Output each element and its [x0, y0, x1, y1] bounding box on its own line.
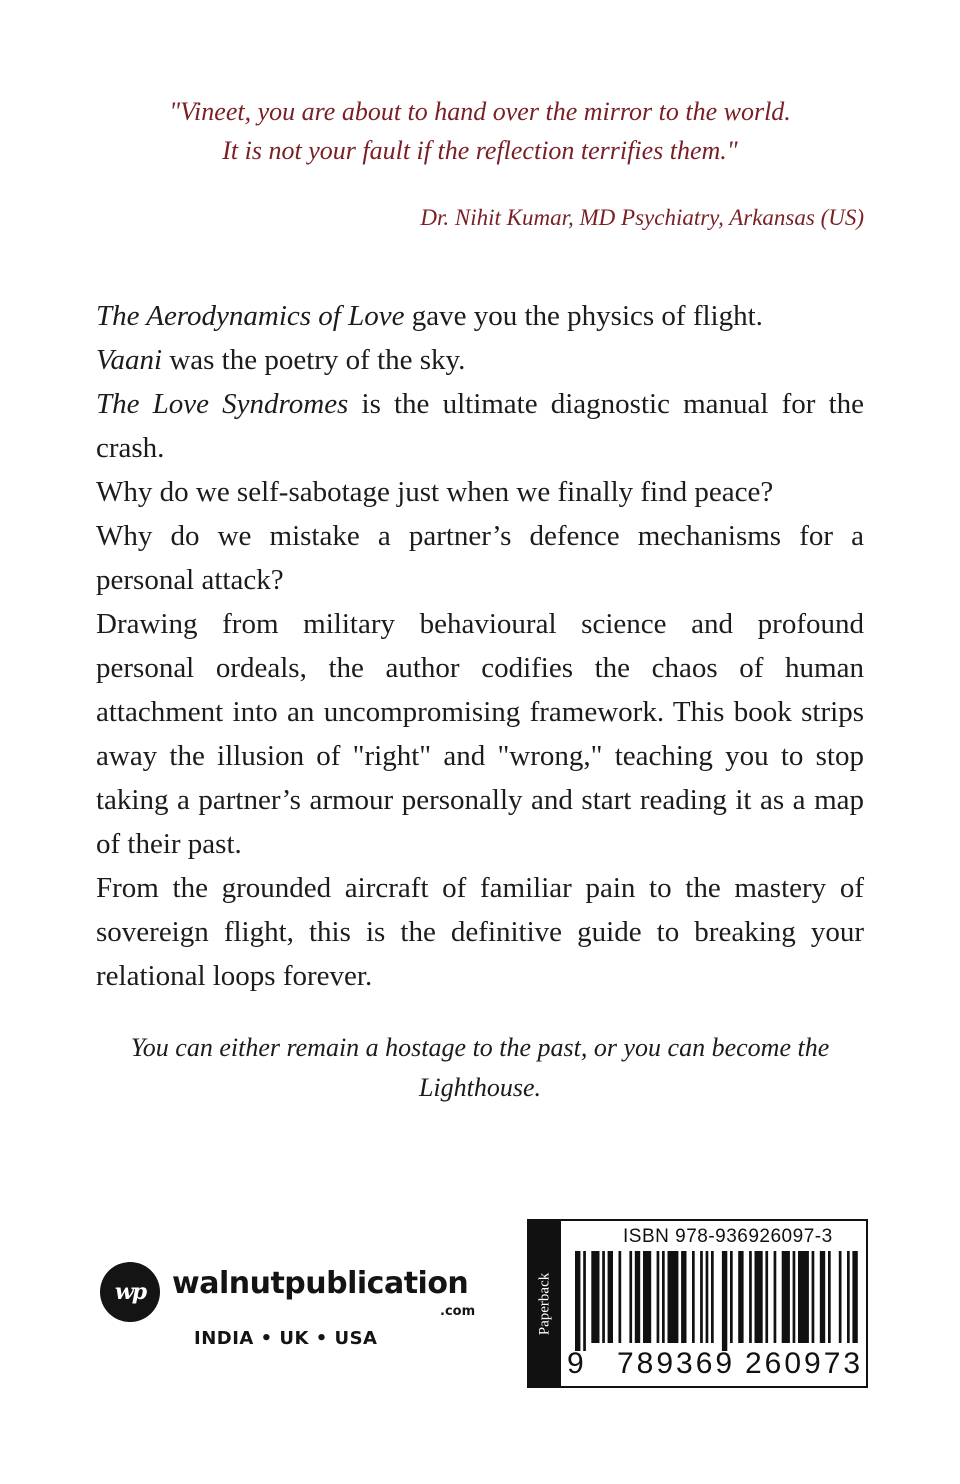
barcode-bar	[847, 1251, 850, 1343]
blurb-paragraph-2	[96, 338, 864, 382]
barcode-bar	[722, 1251, 727, 1351]
publisher-domain: .com	[440, 1304, 476, 1319]
blurb-paragraph-6: Drawing from military behavioural science and profound personal ordeals, the author codifies the chaos of human attachment into an uncompromising framework. This book strips away the illusion of "right" and "wrong," teaching you to stop taking a partner’s armour personally and start reading it as a map of their past.	[96, 608, 864, 860]
endorsement-quote	[96, 92, 864, 234]
barcode-bar	[782, 1251, 790, 1343]
book-title-aerodynamics: The Aerodynamics of Love	[96, 300, 405, 332]
barcode-bar	[662, 1251, 665, 1343]
barcode-bar	[812, 1251, 815, 1343]
barcode-bar	[839, 1251, 842, 1343]
barcode-bar	[828, 1251, 831, 1343]
quote-line-1: "Vineet, you are about to hand over the mirror to the world.	[169, 97, 791, 126]
barcode-bar	[711, 1251, 714, 1343]
blurb-body	[96, 294, 864, 998]
publisher-name: walnutpublication	[172, 1266, 469, 1301]
barcode-bar	[765, 1251, 768, 1343]
blurb-paragraph-4: Why do we self-sabotage just when we finally find peace?	[96, 476, 774, 508]
barcode-digit-first: 9	[567, 1347, 585, 1380]
barcode-bar	[608, 1251, 613, 1343]
barcode-bar	[798, 1251, 809, 1343]
barcode-bar	[668, 1251, 679, 1343]
closing-line-1: You can either remain a hostage to the past, or you can become the	[130, 1033, 830, 1062]
barcode-bar	[730, 1251, 733, 1343]
barcode-bar	[755, 1251, 763, 1343]
barcode-side-strip	[529, 1221, 561, 1386]
barcode-bar	[602, 1251, 605, 1343]
barcode-bars	[569, 1251, 865, 1351]
closing-tagline	[96, 1028, 864, 1108]
quote-line-2: It is not your fault if the reflection terrifies them."	[222, 136, 738, 165]
publisher-logo-icon	[100, 1262, 160, 1322]
barcode-bar	[820, 1251, 825, 1343]
book-title-love-syndromes: The Love Syndromes	[96, 388, 349, 420]
publisher-logo	[100, 1262, 500, 1362]
barcode-bar	[635, 1251, 640, 1343]
barcode-bar	[852, 1251, 857, 1343]
isbn-barcode	[527, 1219, 868, 1388]
blurb-text: gave you the physics of flight.	[404, 300, 763, 332]
barcode-digits-left: 789369	[617, 1347, 736, 1380]
barcode-bar	[629, 1251, 632, 1343]
barcode-bar	[643, 1251, 651, 1343]
closing-line-2: Lighthouse.	[418, 1073, 542, 1102]
quote-attribution: Dr. Nihit Kumar, MD Psychiatry, Arkansas (US)	[420, 205, 864, 230]
format-label: Paperback	[536, 1272, 553, 1335]
barcode-bar	[657, 1251, 660, 1343]
publisher-countries: INDIA • UK • USA	[194, 1328, 378, 1349]
logo-mark: wp	[114, 1279, 146, 1305]
barcode-bar	[681, 1251, 686, 1343]
barcode-digits-right: 260973	[745, 1347, 864, 1380]
barcode-bar	[575, 1251, 580, 1351]
barcode-bar	[583, 1251, 586, 1351]
barcode-bar	[793, 1251, 796, 1343]
barcode-bar	[749, 1251, 752, 1343]
blurb-text: was the poetry of the sky.	[162, 344, 466, 376]
book-title-vaani: Vaani	[96, 344, 163, 376]
blurb-paragraph-1	[96, 294, 864, 338]
barcode-bar	[619, 1251, 622, 1343]
barcode-bar	[692, 1251, 695, 1343]
blurb-text: is the ultimate diagnostic manual for the crash.	[96, 388, 864, 464]
barcode-bar	[706, 1251, 709, 1343]
blurb-paragraph-5: Why do we mistake a partner’s defence mechanisms for a personal attack?	[96, 520, 864, 596]
isbn-label: ISBN 978-936926097-3	[623, 1226, 833, 1247]
barcode-bar	[738, 1251, 743, 1343]
barcode-bar	[700, 1251, 703, 1343]
blurb-paragraph-3	[96, 382, 864, 470]
barcode-bar	[774, 1251, 777, 1343]
barcode-bar	[591, 1251, 599, 1343]
blurb-paragraph-7: From the grounded aircraft of familiar pain to the mastery of sovereign flight, this is the definitive guide to breaking your relational loops forever.	[96, 872, 864, 992]
